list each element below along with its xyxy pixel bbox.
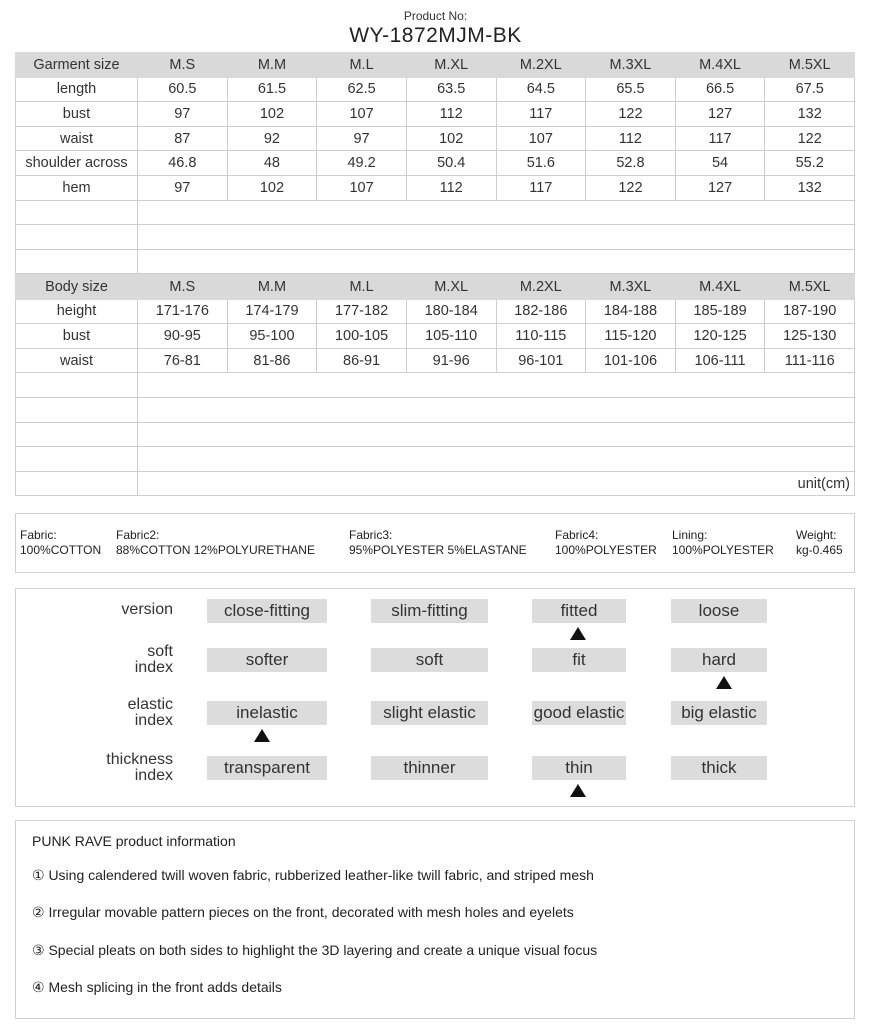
version-label: version xyxy=(121,601,173,618)
table-cell: 55.2 xyxy=(765,151,855,176)
table-cell: 110-115 xyxy=(496,324,586,349)
fabric1-label: Fabric: xyxy=(20,528,57,542)
product-info-item: ② Irregular movable pattern pieces on the front, decorated with mesh holes and eyelets xyxy=(32,904,574,920)
weight-label: Weight: xyxy=(796,528,837,542)
table-row xyxy=(16,126,855,151)
table-cell: 120-125 xyxy=(675,324,765,349)
table-header-cell: M.S xyxy=(138,275,228,300)
table-cell: 46.8 xyxy=(138,151,228,176)
empty-table-row xyxy=(16,447,855,472)
table-cell: 171-176 xyxy=(138,299,228,324)
fabric3-label: Fabric3: xyxy=(349,528,393,542)
empty-table-row xyxy=(16,373,855,398)
table-cell: 177-182 xyxy=(317,299,407,324)
thickness-selected-marker-icon xyxy=(570,784,586,797)
table-cell: 117 xyxy=(496,102,586,127)
table-cell: 97 xyxy=(317,126,407,151)
table-cell: 125-130 xyxy=(765,324,855,349)
thickness-option-thinner: thinner xyxy=(371,756,488,780)
table-cell: 91-96 xyxy=(406,348,496,373)
table-row xyxy=(16,324,855,349)
table-header-cell: M.XL xyxy=(406,53,496,78)
table-header-cell: Garment size xyxy=(16,53,138,78)
table-header-cell: M.2XL xyxy=(496,275,586,300)
empty-table-row xyxy=(16,249,855,274)
table-cell: 51.6 xyxy=(496,151,586,176)
table-cell: 96-101 xyxy=(496,348,586,373)
table-cell: 180-184 xyxy=(406,299,496,324)
table-cell: 100-105 xyxy=(317,324,407,349)
table-cell: 112 xyxy=(406,175,496,200)
table-cell: 48 xyxy=(227,151,317,176)
table-cell: 112 xyxy=(586,126,676,151)
table-row xyxy=(16,348,855,373)
lining-info xyxy=(672,528,774,558)
table-header-row xyxy=(16,275,855,300)
weight-value: kg-0.465 xyxy=(796,543,843,557)
table-cell: 106-111 xyxy=(675,348,765,373)
fabric4-info xyxy=(555,528,657,558)
table-row xyxy=(16,102,855,127)
table-cell: 66.5 xyxy=(675,77,765,102)
fabric2-info xyxy=(116,528,315,558)
table-cell: 107 xyxy=(496,126,586,151)
table-cell: 95-100 xyxy=(227,324,317,349)
table-row xyxy=(16,77,855,102)
table-cell: 102 xyxy=(227,175,317,200)
empty-table-row xyxy=(16,200,855,225)
fabric-info-box xyxy=(15,513,855,573)
table-cell: 107 xyxy=(317,175,407,200)
table-cell: 62.5 xyxy=(317,77,407,102)
table-cell: 184-188 xyxy=(586,299,676,324)
table-cell: 185-189 xyxy=(675,299,765,324)
table-header-cell: Body size xyxy=(16,275,138,300)
table-cell: 52.8 xyxy=(586,151,676,176)
empty-table-row xyxy=(16,225,855,250)
table-cell: 117 xyxy=(675,126,765,151)
version-option-loose: loose xyxy=(671,599,767,623)
table-cell: 64.5 xyxy=(496,77,586,102)
product-info-item: ③ Special pleats on both sides to highlight the 3D layering and create a unique visual focus xyxy=(32,942,598,958)
soft-option-hard: hard xyxy=(671,648,767,672)
table-cell: 132 xyxy=(765,175,855,200)
version-option-slim-fitting: slim-fitting xyxy=(371,599,488,623)
table-cell: 182-186 xyxy=(496,299,586,324)
table-cell: bust xyxy=(16,324,138,349)
version-option-close-fitting: close-fitting xyxy=(207,599,327,623)
product-info-item: ① Using calendered twill woven fabric, rubberized leather-like twill fabric, and striped mesh xyxy=(32,867,594,883)
table-cell: 49.2 xyxy=(317,151,407,176)
table-header-cell: M.5XL xyxy=(765,275,855,300)
table-cell: 92 xyxy=(227,126,317,151)
fabric2-label: Fabric2: xyxy=(116,528,160,542)
table-cell: 81-86 xyxy=(227,348,317,373)
table-cell: 102 xyxy=(227,102,317,127)
table-cell: 50.4 xyxy=(406,151,496,176)
lining-value: 100%POLYESTER xyxy=(672,543,774,557)
table-cell: height xyxy=(16,299,138,324)
soft-option-softer: softer xyxy=(207,648,327,672)
soft-option-fit: fit xyxy=(532,648,626,672)
table-cell: 90-95 xyxy=(138,324,228,349)
table-cell: waist xyxy=(16,348,138,373)
table-header-cell: M.L xyxy=(317,275,407,300)
table-header-cell: M.M xyxy=(227,53,317,78)
table-cell: 117 xyxy=(496,175,586,200)
table-cell: 61.5 xyxy=(227,77,317,102)
product-info-item: ④ Mesh splicing in the front adds details xyxy=(32,979,282,995)
elastic-selected-marker-icon xyxy=(254,729,270,742)
table-cell: 174-179 xyxy=(227,299,317,324)
empty-table-row xyxy=(16,422,855,447)
table-cell: 67.5 xyxy=(765,77,855,102)
table-cell: 122 xyxy=(765,126,855,151)
table-cell: 65.5 xyxy=(586,77,676,102)
table-cell: shoulder across xyxy=(16,151,138,176)
unit-label: unit(cm) xyxy=(138,471,855,496)
body-size-table xyxy=(15,274,855,496)
table-header-cell: M.3XL xyxy=(586,53,676,78)
fabric1-info xyxy=(20,528,101,558)
table-cell: 122 xyxy=(586,175,676,200)
table-cell: 54 xyxy=(675,151,765,176)
product-number-label: Product No: xyxy=(403,9,468,23)
version-selected-marker-icon xyxy=(570,627,586,640)
elastic-option-inelastic: inelastic xyxy=(207,701,327,725)
table-header-cell: M.M xyxy=(227,275,317,300)
thickness-option-transparent: transparent xyxy=(207,756,327,780)
table-cell: 111-116 xyxy=(765,348,855,373)
table-cell: 132 xyxy=(765,102,855,127)
product-info-title: PUNK RAVE product information xyxy=(32,833,236,849)
version-option-fitted: fitted xyxy=(532,599,626,623)
table-cell: waist xyxy=(16,126,138,151)
table-cell: 76-81 xyxy=(138,348,228,373)
table-cell: 112 xyxy=(406,102,496,127)
table-header-cell: M.4XL xyxy=(675,275,765,300)
table-header-cell: M.4XL xyxy=(675,53,765,78)
table-header-row xyxy=(16,53,855,78)
table-header-cell: M.5XL xyxy=(765,53,855,78)
soft-index-label: soft index xyxy=(134,643,173,676)
fabric3-info xyxy=(349,528,527,558)
product-index-box xyxy=(15,588,855,807)
empty-table-row xyxy=(16,397,855,422)
table-cell: 105-110 xyxy=(406,324,496,349)
table-cell: 63.5 xyxy=(406,77,496,102)
table-cell: 87 xyxy=(138,126,228,151)
soft-option-soft: soft xyxy=(371,648,488,672)
unit-row xyxy=(16,471,855,496)
table-cell: 127 xyxy=(675,102,765,127)
table-header-cell: M.L xyxy=(317,53,407,78)
table-row xyxy=(16,151,855,176)
table-header-cell: M.XL xyxy=(406,275,496,300)
thickness-option-thick: thick xyxy=(671,756,767,780)
soft-selected-marker-icon xyxy=(716,676,732,689)
table-header-cell: M.2XL xyxy=(496,53,586,78)
fabric4-value: 100%POLYESTER xyxy=(555,543,657,557)
fabric4-label: Fabric4: xyxy=(555,528,599,542)
table-cell: 122 xyxy=(586,102,676,127)
product-information-box xyxy=(15,820,855,1019)
table-cell: 102 xyxy=(406,126,496,151)
fabric3-value: 95%POLYESTER 5%ELASTANE xyxy=(349,543,527,557)
table-cell: 97 xyxy=(138,175,228,200)
table-cell: 115-120 xyxy=(586,324,676,349)
table-row xyxy=(16,299,855,324)
weight-info xyxy=(796,528,843,558)
thickness-option-thin: thin xyxy=(532,756,626,780)
table-cell: 107 xyxy=(317,102,407,127)
elastic-option-good-elastic: good elastic xyxy=(532,701,626,725)
table-row xyxy=(16,175,855,200)
table-cell: hem xyxy=(16,175,138,200)
product-number: WY-1872MJM-BK xyxy=(349,24,522,47)
table-cell: bust xyxy=(16,102,138,127)
table-cell: 60.5 xyxy=(138,77,228,102)
table-header-cell: M.S xyxy=(138,53,228,78)
table-cell: 97 xyxy=(138,102,228,127)
table-cell: 187-190 xyxy=(765,299,855,324)
elastic-option-slight-elastic: slight elastic xyxy=(371,701,488,725)
table-header-cell: M.3XL xyxy=(586,275,676,300)
fabric2-value: 88%COTTON 12%POLYURETHANE xyxy=(116,543,315,557)
thickness-index-label: thickness index xyxy=(106,751,173,784)
garment-size-table xyxy=(15,52,855,274)
table-cell: length xyxy=(16,77,138,102)
table-cell: 101-106 xyxy=(586,348,676,373)
table-cell: 127 xyxy=(675,175,765,200)
fabric1-value: 100%COTTON xyxy=(20,543,102,557)
elastic-index-label: elastic index xyxy=(127,696,173,729)
table-cell: 86-91 xyxy=(317,348,407,373)
lining-label: Lining: xyxy=(672,528,708,542)
elastic-option-big-elastic: big elastic xyxy=(671,701,767,725)
